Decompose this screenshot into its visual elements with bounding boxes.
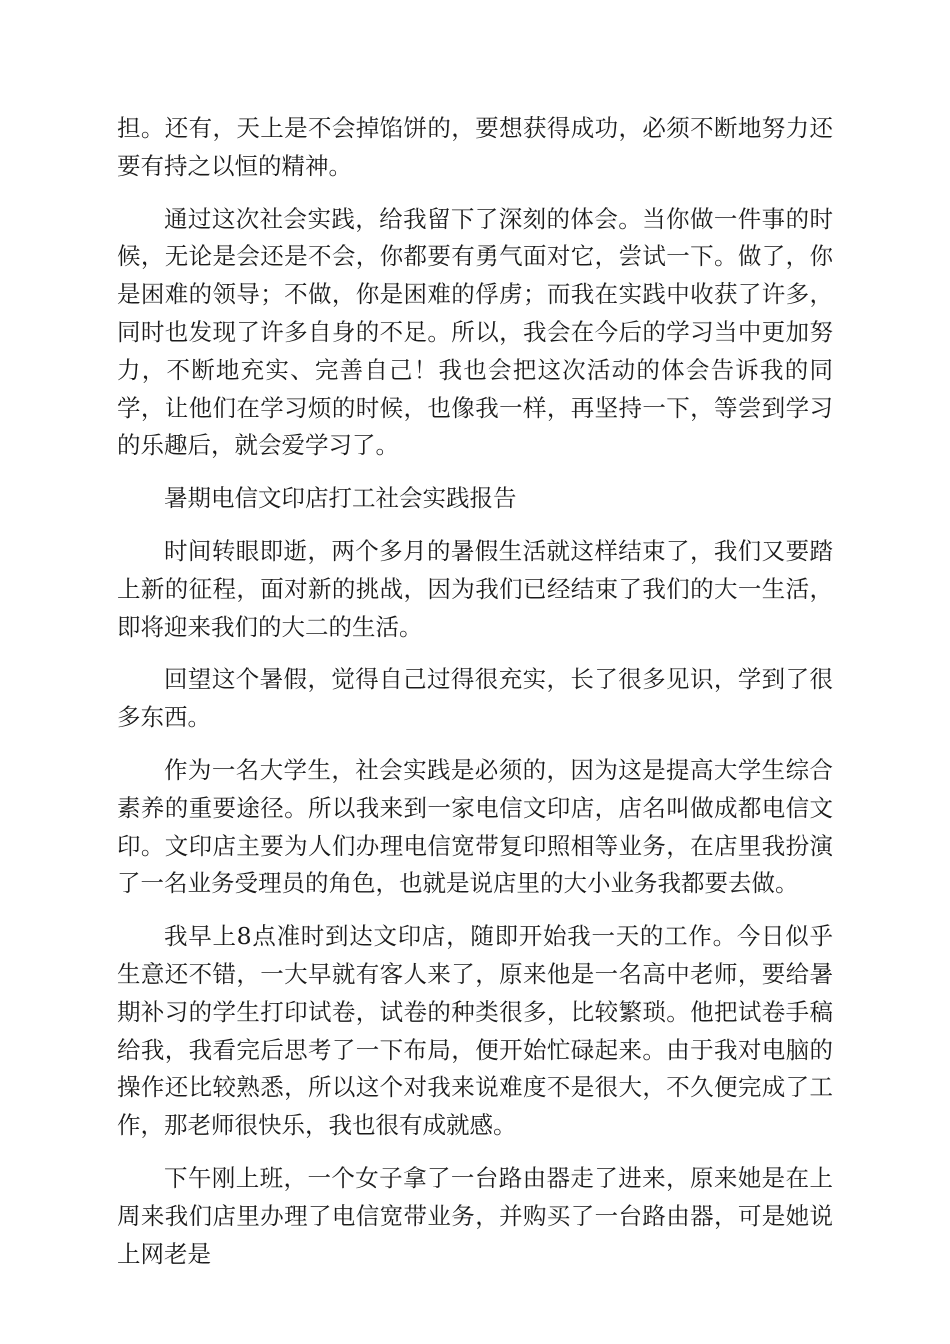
- paragraph-shop: 作为一名大学生，社会实践是必须的，因为这是提高大学生综合素养的重要途径。所以我来到一家电信文印店，店名叫做成都电信文印。文印店主要为人们办理电信宽带复印照相等业务，在店里我扮演了一名业务受理员的角色，也就是说店里的大小业务我都要去做。: [117, 755, 833, 898]
- paragraph-reflection: 通过这次社会实践，给我留下了深刻的体会。当你做一件事的时候，无论是会还是不会，你都要有勇气面对它，尝试一下。做了，你是困难的领导；不做，你是困难的俘虏；而我在实践中收获了许多，同时也发现了许多自身的不足。所以，我会在今后的学习当中更加努力，不断地充实、完善自己！我也会把这次活动的体会告诉我的同学，让他们在学习烦的时候，也像我一样，再坚持一下，等尝到学习的乐趣后，就会爱学习了。: [117, 204, 833, 460]
- paragraph-review: 回望这个暑假，觉得自己过得很充实，长了很多见识，学到了很多东西。: [117, 665, 833, 732]
- document-body: [117, 110, 833, 1288]
- report-title: 暑期电信文印店打工社会实践报告: [164, 484, 517, 513]
- paragraph-morning: 我早上8点准时到达文印店，随即开始我一天的工作。今日似乎生意还不错，一大早就有客人来了，原来他是一名高中老师，要给暑期补习的学生打印试卷，试卷的种类很多，比较繁琐。他把试卷手稿给我，我看完后思考了一下布局，便开始忙碌起来。由于我对电脑的操作还比较熟悉，所以这个对我来说难度不是很大，不久便完成了工作，那老师很快乐，我也很有成就感。: [117, 922, 833, 1140]
- paragraph-afternoon: 下午刚上班，一个女子拿了一台路由器走了进来，原来她是在上周来我们店里办理了电信宽带业务，并购买了一台路由器，可是她说上网老是: [117, 1163, 833, 1268]
- paragraph-intro: 时间转眼即逝，两个多月的暑假生活就这样结束了，我们又要踏上新的征程，面对新的挑战，因为我们已经结束了我们的大一生活，即将迎来我们的大二的生活。: [117, 536, 833, 641]
- paragraph-continuation: 担。还有，天上是不会掉馅饼的，要想获得成功，必须不断地努力还要有持之以恒的精神。: [117, 114, 833, 180]
